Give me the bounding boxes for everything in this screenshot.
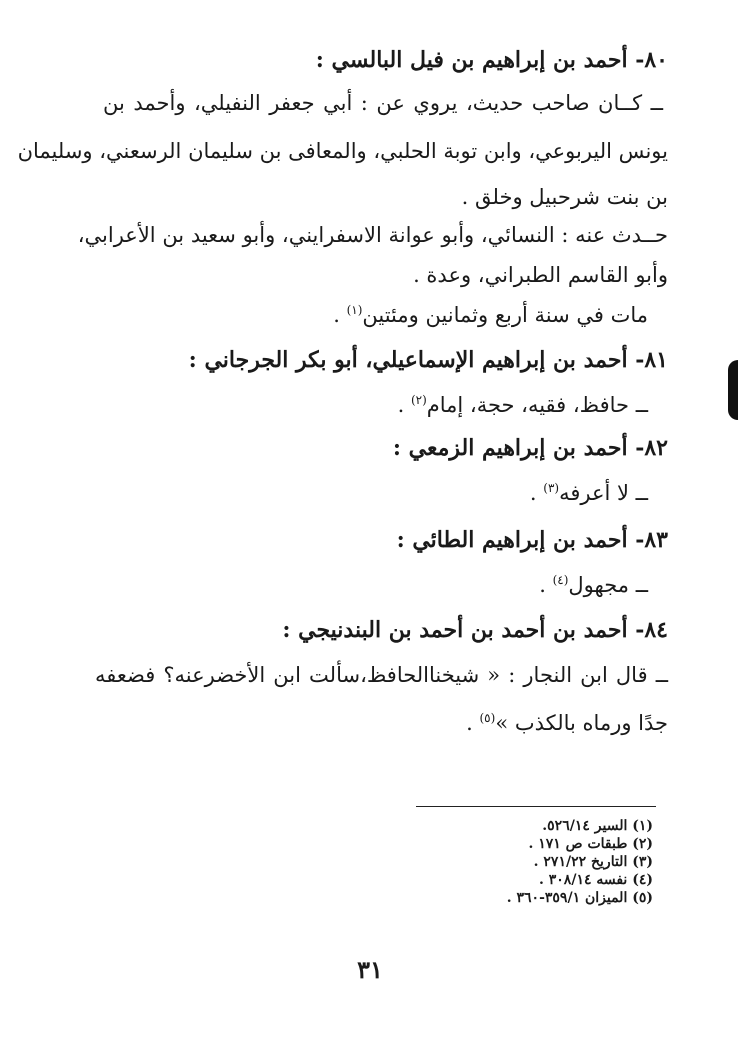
entry-80-line-2: يونس اليربوعي، وابن توبة الحلبي، والمعافى بن سليمان الرسعني، وسليمان (17, 139, 668, 163)
note-text: ــ حافظ، فقيه، حجة، إمام (426, 393, 648, 417)
footnote-2: (٢) طبقات ص ١٧١ . (528, 836, 653, 852)
entry-82-heading: ٨٢- أحمد بن إبراهيم الزمعي : (392, 435, 668, 461)
entry-80-line-3: بن بنت شرحبيل وخلق . (461, 185, 668, 209)
entry-80-heading: ٨٠- أحمد بن إبراهيم بن فيل البالسي : (315, 47, 668, 73)
footnote-ref-1: (١) (346, 303, 363, 317)
note-tail: . (397, 393, 411, 417)
entry-80-line-4: حــدث عنه : النسائي، وأبو عوانة الاسفرايني، وأبو سعيد بن الأعرابي، (77, 223, 668, 247)
entry-80-line-1: ــ كــان صاحب حديث، يروي عن : أبي جعفر النفيلي، وأحمد بن (103, 91, 663, 115)
note-tail: . (539, 573, 553, 597)
entry-83-heading: ٨٣- أحمد بن إبراهيم الطائي : (396, 527, 668, 553)
note-text: جدًا ورماه بالكذب » (495, 711, 668, 735)
entry-81-heading: ٨١- أحمد بن إبراهيم الإسماعيلي، أبو بكر الجرجاني : (188, 347, 668, 373)
footnote-ref-4: (٤) (552, 573, 569, 587)
entry-84-note (466, 708, 668, 738)
footnote-5: (٥) الميزان ٣٥٩/١-٣٦٠ . (506, 890, 653, 906)
footnote-ref-2: (٢) (410, 393, 427, 407)
page-number: ٣١ (357, 955, 383, 984)
entry-80-line-5: وأبو القاسم الطبراني، وعدة . (413, 263, 668, 287)
note-tail: . (529, 481, 544, 505)
note-text: مات في سنة أربع وثمانين ومئتين (362, 303, 648, 327)
note-text: ــ لا أعرفه (559, 481, 648, 505)
entry-84-heading: ٨٤- أحمد بن أحمد بن أحمد بن البندنيجي : (282, 617, 668, 643)
entry-84-line-1: ــ قال ابن النجار : « شيخناالحافظ،سألت ابن الأخضرعنه؟ فضعفه (95, 663, 668, 687)
note-tail: . (466, 711, 480, 735)
footnote-ref-3: (٣) (543, 481, 560, 495)
footnote-divider (416, 806, 656, 807)
entry-81-note (398, 390, 648, 420)
footnote-3: (٣) التاريخ ٢٧١/٢٢ . (533, 854, 653, 870)
note-tail: . (333, 303, 347, 327)
entry-83-note (539, 570, 648, 600)
footnote-1: (١) السير ٥٢٦/١٤. (542, 818, 653, 834)
note-text: ــ مجهول (568, 573, 648, 597)
footnote-4: (٤) نفسه ٣٠٨/١٤ . (539, 872, 653, 888)
entry-80-death-line (333, 300, 648, 330)
entry-82-note (530, 478, 648, 508)
footnote-ref-5: (٥) (479, 711, 496, 725)
scan-edge-mark (728, 360, 738, 420)
